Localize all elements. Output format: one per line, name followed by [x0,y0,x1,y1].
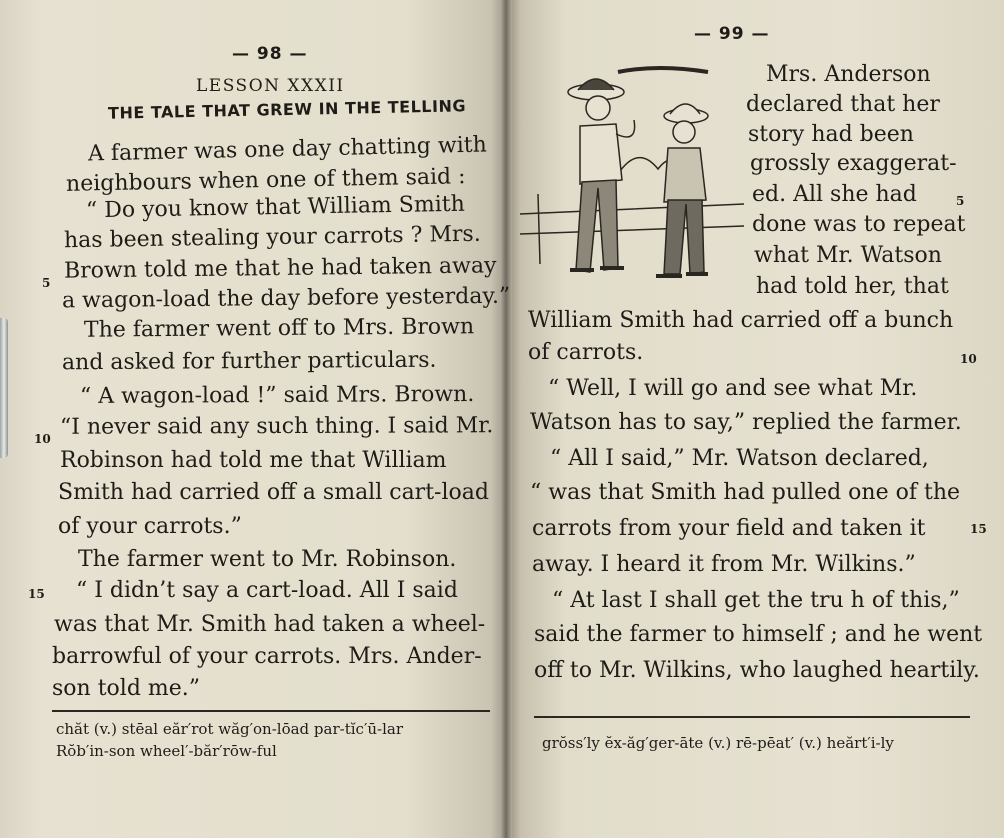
glossary-rule-left [52,710,490,712]
text-line: Brown told me that he had taken away [63,253,497,284]
book-gutter [500,0,512,838]
text-line: “ Well, I will go and see what Mr. [548,376,918,401]
text-line: declared that her [746,92,940,117]
text-line: of your carrots.” [58,514,242,539]
text-line: what Mr. Watson [754,243,942,268]
text-line: said the farmer to himself ; and he went [534,622,983,647]
line-number: 10 [960,352,977,366]
text-line: “I never said any such thing. I said Mr. [59,413,494,440]
line-number: 15 [28,587,45,601]
text-line: carrots from your field and taken it [532,516,926,541]
text-line: Watson has to say,” replied the farmer. [530,410,962,435]
text-line: barrowful of your carrots. Mrs. Ander- [52,644,482,669]
text-line: The farmer went to Mr. Robinson. [78,547,457,572]
glossary-line: Rŏb′in-son wheel′-băr′rōw-ful [56,742,277,760]
text-line: “ At last I shall get the tru h of this,” [552,588,960,613]
text-line: neighbours when one of them said : [65,164,466,197]
glossary-line: chăt (v.) stēal eăr′rot wăg′on-lōad par-tĭc′ū-lar [56,720,403,738]
text-line: William Smith had carried off a bunch [528,308,954,333]
line-number: 5 [42,276,51,290]
text-line: done was to repeat [752,212,966,237]
text-line: “ All I said,” Mr. Watson declared, [550,446,929,471]
text-line: of carrots. [528,340,644,365]
text-line: “ A wagon-load !” said Mrs. Brown. [79,381,475,410]
text-line: and asked for further particulars. [61,347,437,376]
text-line: Mrs. Anderson [766,62,931,87]
lesson-heading: LESSON XXXII [196,76,345,96]
glossary-rule-right [534,716,970,718]
text-line: Robinson had told me that William [60,448,447,473]
text-line: Smith had carried off a small cart-load [58,480,489,505]
text-line: A farmer was one day chatting with [87,132,488,167]
text-line: grossly exaggerat- [750,151,957,176]
page-clip [0,318,8,458]
page-number-left: — 98 — [232,44,308,64]
line-number: 5 [956,194,965,208]
farmers-illustration [518,64,746,304]
text-line: off to Mr. Wilkins, who laughed heartily. [534,658,980,683]
text-line: had told her, that [756,274,949,299]
line-number: 15 [970,522,987,536]
story-title: THE TALE THAT GREW IN THE TELLING [107,96,467,123]
text-line: The farmer went off to Mrs. Brown [83,314,475,343]
text-line: was that Mr. Smith had taken a wheel- [54,612,486,637]
page-number-right: — 99 — [694,24,770,44]
line-number: 10 [34,432,51,446]
text-line: “ I didn’t say a cart-load. All I said [76,578,458,603]
glossary-line: grŏss′ly ĕx-ăg′ger-āte (v.) rē-pēat′ (v.) heărt′i-ly [542,734,894,752]
text-line: “ Do you know that William Smith [85,191,465,224]
text-line: away. I heard it from Mr. Wilkins.” [532,552,916,577]
text-line: story had been [748,122,914,147]
text-line: a wagon-load the day before yesterday.” [61,283,511,314]
text-line: has been stealing your carrots ? Mrs. [63,221,481,254]
text-line: “ was that Smith had pulled one of the [530,480,961,505]
text-line: son told me.” [52,676,201,701]
text-line: ed. All she had [752,182,917,207]
